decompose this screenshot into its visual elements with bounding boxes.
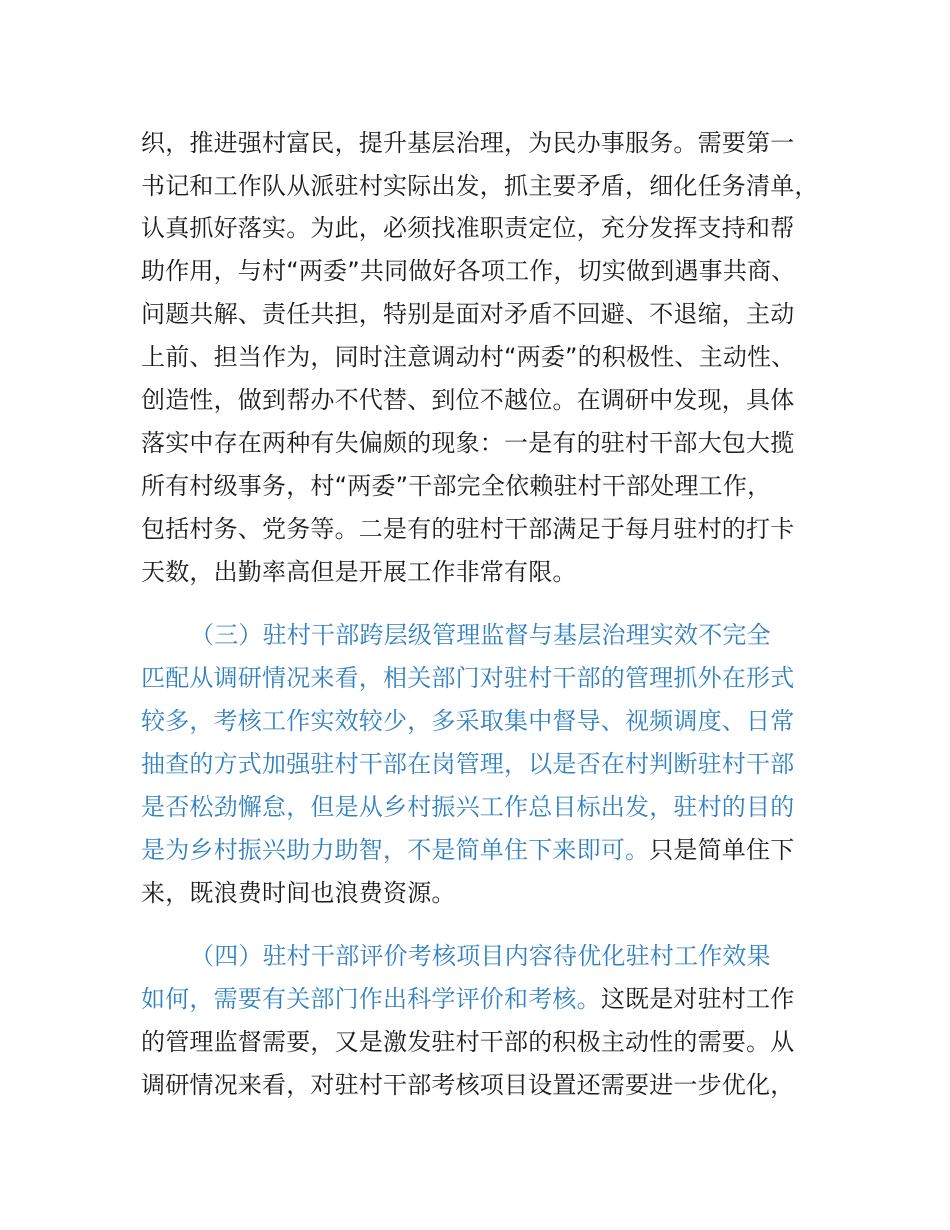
section-four-heading: （四）驻村干部评价考核项目内容待优化驻村工作效果 xyxy=(190,942,771,970)
paragraph-1-line-1: 织，推进强村富民，提升基层治理，为民办事服务。需要第一 xyxy=(141,129,795,157)
section-three-line-2: 匹配从调研情况来看，相关部门对驻村干部的管理抓外在形式 xyxy=(141,664,795,692)
section-four-line-2-tail: 这既是对驻村工作 xyxy=(600,985,795,1013)
paragraph-1-line-4: 助作用，与村“两委”共同做好各项工作，切实做到遇事共商、 xyxy=(141,257,796,285)
section-four-line-2-highlight: 如何，需要有关部门作出科学评价和考核。 xyxy=(141,985,601,1013)
section-three-line-4: 抽查的方式加强驻村干部在岗管理，以是否在村判断驻村干部 xyxy=(141,750,795,778)
section-three-line-7: 来，既浪费时间也浪费资源。 xyxy=(141,879,456,907)
section-three-line-6-tail: 只是简单住下 xyxy=(649,836,795,864)
paragraph-1-line-11: 天数，出勤率高但是开展工作非常有限。 xyxy=(141,558,577,586)
section-four-line-3: 的管理监督需要，又是激发驻村干部的积极主动性的需要。从 xyxy=(141,1028,795,1056)
section-three-line-6 xyxy=(141,835,794,865)
paragraph-1-line-9: 所有村级事务，村“两委”干部完全依赖驻村干部处理工作， xyxy=(141,472,772,500)
paragraph-1-line-5: 问题共解、责任共担，特别是面对矛盾不回避、不退缩，主动 xyxy=(141,300,795,328)
paragraph-1-line-6: 上前、担当作为，同时注意调动村“两委”的积极性、主动性、 xyxy=(141,343,796,371)
section-three-line-6-highlight: 是为乡村振兴助力助智，不是简单住下来即可。 xyxy=(141,836,650,864)
paragraph-1-line-3: 认真抓好落实。为此，必须找准职责定位，充分发挥支持和帮 xyxy=(141,214,795,242)
paragraph-1-line-2: 书记和工作队从派驻村实际出发，抓主要矛盾，细化任务清单， xyxy=(141,172,819,200)
section-three-heading: （三）驻村干部跨层级管理监督与基层治理实效不完全 xyxy=(190,621,771,649)
section-four-line-2 xyxy=(141,984,794,1014)
section-three-line-3: 较多，考核工作实效较少，多采取集中督导、视频调度、日常 xyxy=(141,707,795,735)
paragraph-1-line-10: 包括村务、党务等。二是有的驻村干部满足于每月驻村的打卡 xyxy=(141,515,795,543)
section-three-line-5: 是否松劲懈怠，但是从乡村振兴工作总目标出发，驻村的目的 xyxy=(141,793,795,821)
paragraph-1-line-7: 创造性，做到帮办不代替、到位不越位。在调研中发现，具体 xyxy=(141,386,795,414)
section-four-line-4: 调研情况来看，对驻村干部考核项目设置还需要进一步优化， xyxy=(141,1071,795,1099)
paragraph-1-line-8: 落实中存在两种有失偏颇的现象：一是有的驻村干部大包大揽 xyxy=(141,429,795,457)
